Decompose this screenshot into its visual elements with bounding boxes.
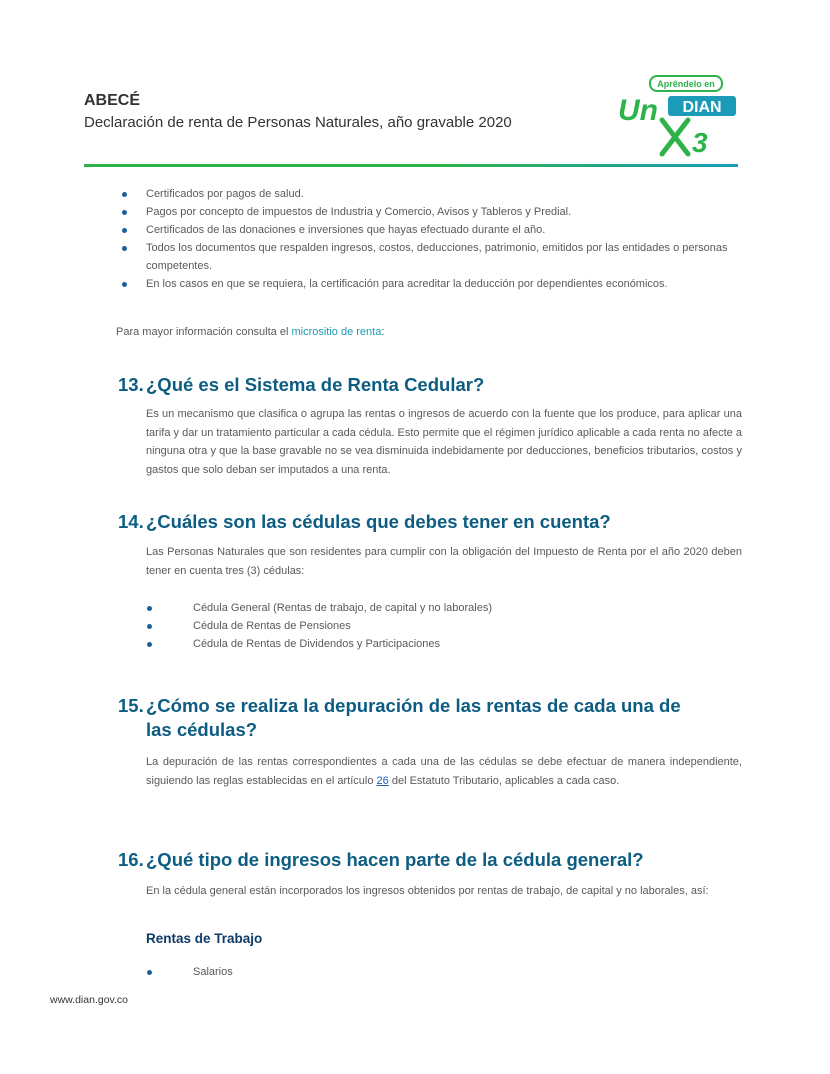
bullet-icon [147,624,152,629]
section-15-body: La depuración de las rentas correspondientes a cada una de las cédulas se debe efectuar de manera independiente, siguiendo las reglas establecidas en el artículo 26 del Estatuto Tributario, aplicables a cada caso. [146,756,742,787]
logo-left-text: Un [618,94,658,127]
section-14-body: Las Personas Naturales que son residentes para cumplir con la obligación del Impuesto de Renta por el año 2020 deben tener en cuenta tres (3) cédulas: [146,546,742,577]
document-title: ABECÉ [84,92,141,109]
section-13-body: Es un mecanismo que clasifica o agrupa las rentas o ingresos de acuerdo con la fuente que los produce, para aplicar una tarifa y dar un tratamiento particular a cada cédula. Esto permite que el régimen jurídico aplicable a cada renta no afecte a ninguna otra y que la base gravable no se vea disminuida indebidamente por deducciones, beneficios tributarios, costos y gastos que solo deban ser imputados a una renta. [146,408,742,476]
logo-brand: DIAN [682,99,722,116]
section-14-heading: 14. ¿Cuáles son las cédulas que debes tener en cuenta? [118,511,611,532]
list-item: Cédula de Rentas de Pensiones [193,617,733,635]
logo-right-text: 3 [692,127,708,158]
bullet-icon [147,642,152,647]
header-rule [84,164,738,167]
bullet-icon [147,970,152,975]
bullet-icon [122,246,127,251]
more-info-paragraph: Para mayor información consulta el micrositio de renta: [116,326,385,338]
section-15-heading: 15. ¿Cómo se realiza la depuración de las rentas de cada una de las cédulas? [118,695,681,740]
document-subtitle: Declaración de renta de Personas Naturales, año gravable 2020 [84,114,512,131]
list-item: Certificados de las donaciones e inversiones que hayas efectuado durante el año. [146,221,742,239]
bullet-icon [122,192,127,197]
micrositio-renta-link[interactable]: micrositio de renta [291,326,382,338]
list-item: Salarios [193,963,733,981]
bullet-icon [147,606,152,611]
section-16-heading: 16. ¿Qué tipo de ingresos hacen parte de la cédula general? [118,849,644,870]
logo-tagline: Aprêndelo en [657,79,715,89]
articulo-26-link[interactable]: 26 [376,774,389,787]
list-item: Certificados por pagos de salud. [146,185,742,203]
rentas-trabajo-list [193,963,733,981]
section-13-heading: 13. ¿Qué es el Sistema de Renta Cedular? [118,374,485,395]
bullet-icon [122,282,127,287]
bullet-icon [122,228,127,233]
list-item: Todos los documentos que respalden ingresos, costos, deducciones, patrimonio, emitidos por las entidades o personas competentes. [146,239,742,275]
intro-bullet-list [146,185,742,293]
list-item: En los casos en que se requiera, la certificación para acreditar la deducción por dependientes económicos. [146,275,742,293]
bullet-icon [122,210,127,215]
list-item: Pagos por concepto de impuestos de Industria y Comercio, Avisos y Tableros y Predial. [146,203,742,221]
footer-url[interactable]: www.dian.gov.co [50,994,129,1006]
list-item: Cédula General (Rentas de trabajo, de capital y no laborales) [193,599,733,617]
aprendelo-en-un-dian-logo [610,72,740,158]
list-item: Cédula de Rentas de Dividendos y Participaciones [193,635,733,653]
rentas-trabajo-subheading: Rentas de Trabajo [146,931,263,946]
cedulas-bullet-list [193,599,733,653]
section-16-body: En la cédula general están incorporados los ingresos obtenidos por rentas de trabajo, de capital y no laborales, así: [146,885,709,897]
